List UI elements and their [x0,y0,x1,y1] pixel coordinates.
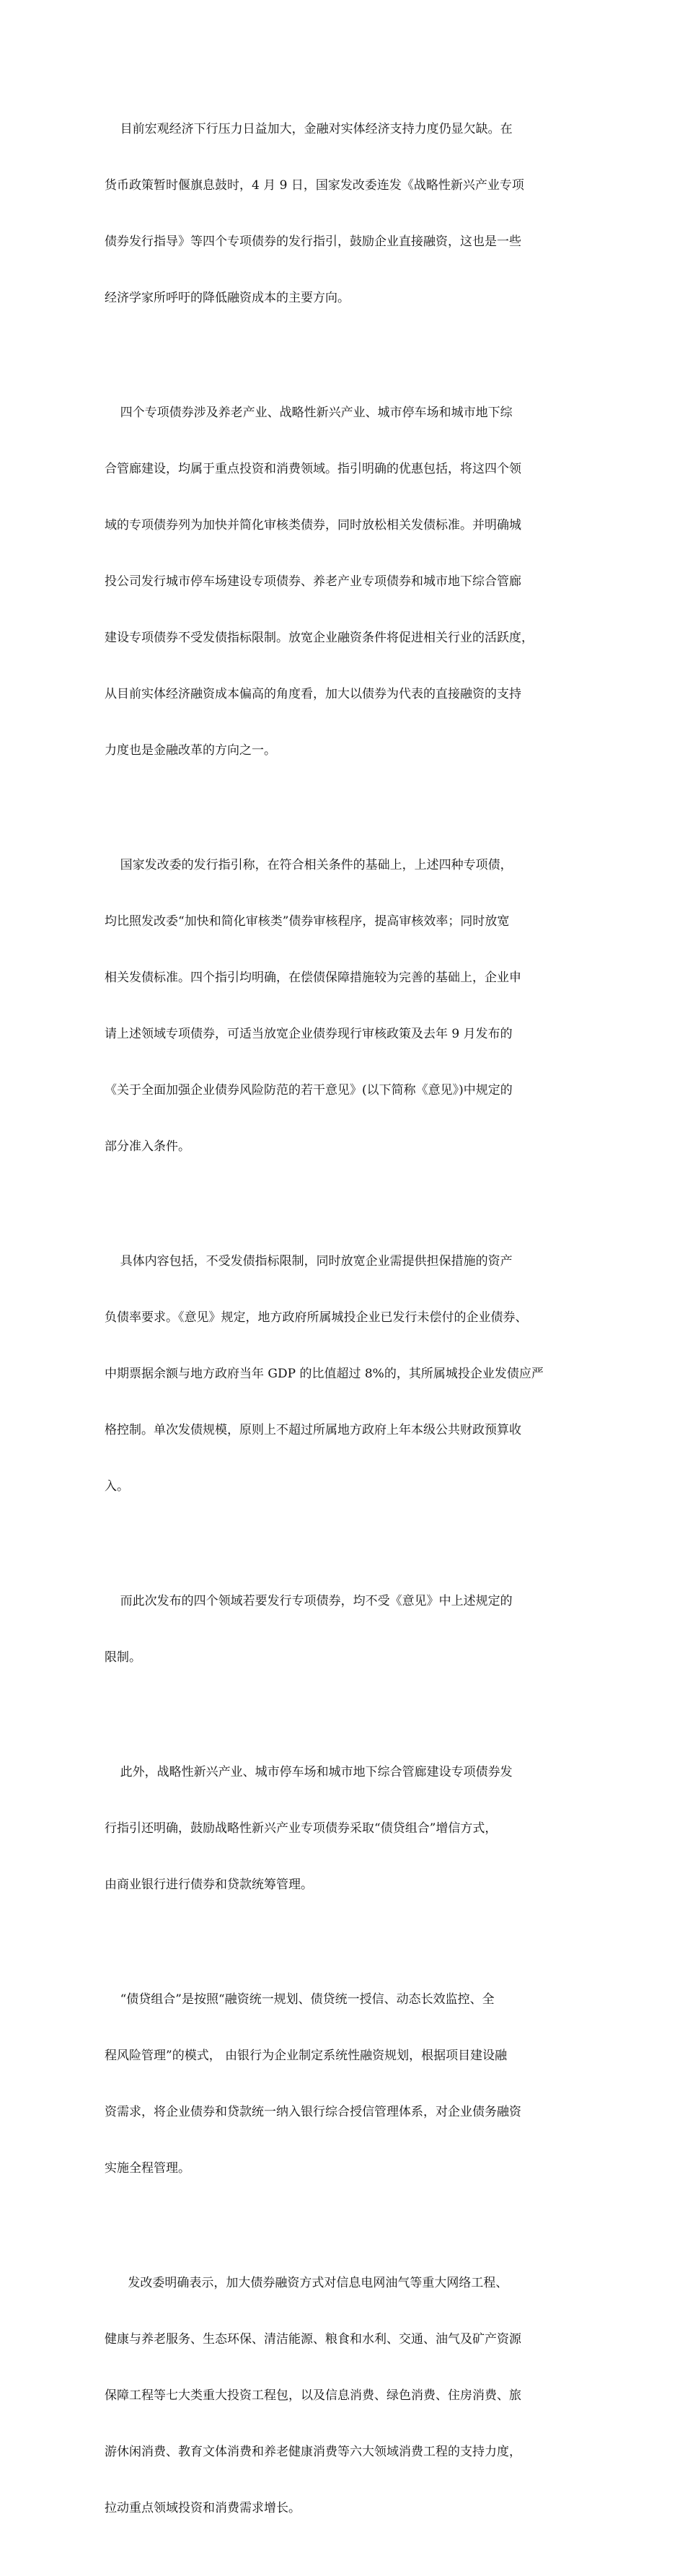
text-line: 格控制。单次发债规模，原则上不超过所属地方政府上年本级公共财政预算收 [105,1423,521,1437]
text-line: 建设专项债券不受发债指标限制。放宽企业融资条件将促进相关行业的活跃度， [105,631,534,645]
paragraph-1 [105,82,580,345]
text-line: 《关于全面加强企业债券风险防范的若干意见》(以下简称《意见》)中规定的 [105,1083,513,1098]
paragraph-6 [105,1725,580,1932]
text-line: 域的专项债券列为加快并简化审核类债券，同时放松相关发债标准。并明确城 [105,518,521,533]
text-line: 拉动重点领域投资和消费需求增长。 [105,2501,301,2515]
text-line: 资需求，将企业债券和贷款统一纳入银行综合授信管理体系，对企业债务融资 [105,2105,521,2119]
text-line: 力度也是金融改革的方向之一。 [105,743,276,758]
paragraph-8 [105,2236,580,2555]
text-line: 入。 [105,1479,129,1494]
text-line: 程风险管理”的模式， 由银行为企业制定系统性融资规划，根据项目建设融 [105,2049,508,2063]
text-line: 合管廊建设，均属于重点投资和消费领域。指引明确的优惠包括，将这四个领 [105,462,521,476]
text-line: 均比照发改委“加快和简化审核类”债券审核程序，提高审核效率；同时放宽 [105,914,510,929]
article-body [105,82,580,2576]
text-line: 具体内容包括，不受发债指标限制，同时放宽企业需提供担保措施的资产 [105,1254,513,1269]
text-line: 此外，战略性新兴产业、城市停车场和城市地下综合管廊建设专项债券发 [105,1765,513,1779]
text-line: 行指引还明确，鼓励战略性新兴产业专项债券采取“债贷组合”增信方式， [105,1821,498,1836]
paragraph-7 [105,1953,580,2215]
text-line: 国家发改委的发行指引称，在符合相关条件的基础上，上述四种专项债， [105,858,513,872]
text-line: 请上述领域专项债券，可适当放宽企业债券现行审核政策及去年 9 月发布的 [105,1027,513,1041]
text-line: 健康与养老服务、生态环保、清洁能源、粮食和水利、交通、油气及矿产资源 [105,2332,521,2347]
text-line: 相关发债标准。四个指引均明确，在偿债保障措施较为完善的基础上，企业申 [105,971,521,985]
text-line: 投公司发行城市停车场建设专项债券、养老产业专项债券和城市地下综合管廊 [105,574,521,589]
text-line: 由商业银行进行债券和贷款统筹管理。 [105,1878,313,1892]
text-line: 而此次发布的四个领域若要发行专项债券，均不受《意见》中上述规定的 [105,1594,513,1608]
paragraph-4 [105,1214,580,1533]
paragraph-3 [105,818,580,1193]
text-line: 从目前实体经济融资成本偏高的角度看，加大以债券为代表的直接融资的支持 [105,687,521,701]
paragraph-5 [105,1554,580,1704]
text-line: 发改委明确表示，加大债券融资方式对信息电网油气等重大网络工程、 [105,2276,508,2290]
text-line: 经济学家所呼吁的降低融资成本的主要方向。 [105,291,350,305]
text-line: 货币政策暂时偃旗息鼓时，4 月 9 日，国家发改委连发《战略性新兴产业专项 [105,178,524,193]
text-line: 游休闲消费、教育文体消费和养老健康消费等六大领域消费工程的支持力度， [105,2445,521,2459]
text-line: 目前宏观经济下行压力日益加大，金融对实体经济支持力度仍显欠缺。在 [105,122,513,136]
text-line: 负债率要求。《意见》规定，地方政府所属城投企业已发行未偿付的企业债券、 [105,1310,528,1325]
text-line: “债贷组合”是按照“融资统一规划、债贷统一授信、动态长效监控、全 [105,1992,495,2007]
paragraph-2 [105,366,580,797]
text-line: 限制。 [105,1650,141,1665]
text-line: 实施全程管理。 [105,2161,190,2176]
text-line: 中期票据余额与地方政府当年 GDP 的比值超过 8%的，其所属城投企业发债应严 [105,1367,544,1381]
text-line: 四个专项债券涉及养老产业、战略性新兴产业、城市停车场和城市地下综 [105,406,513,420]
text-line: 保障工程等七大类重大投资工程包，以及信息消费、绿色消费、住房消费、旅 [105,2388,521,2403]
text-line: 债券发行指导》等四个专项债券的发行指引，鼓励企业直接融资，这也是一些 [105,235,521,249]
text-line: 部分准入条件。 [105,1139,190,1154]
